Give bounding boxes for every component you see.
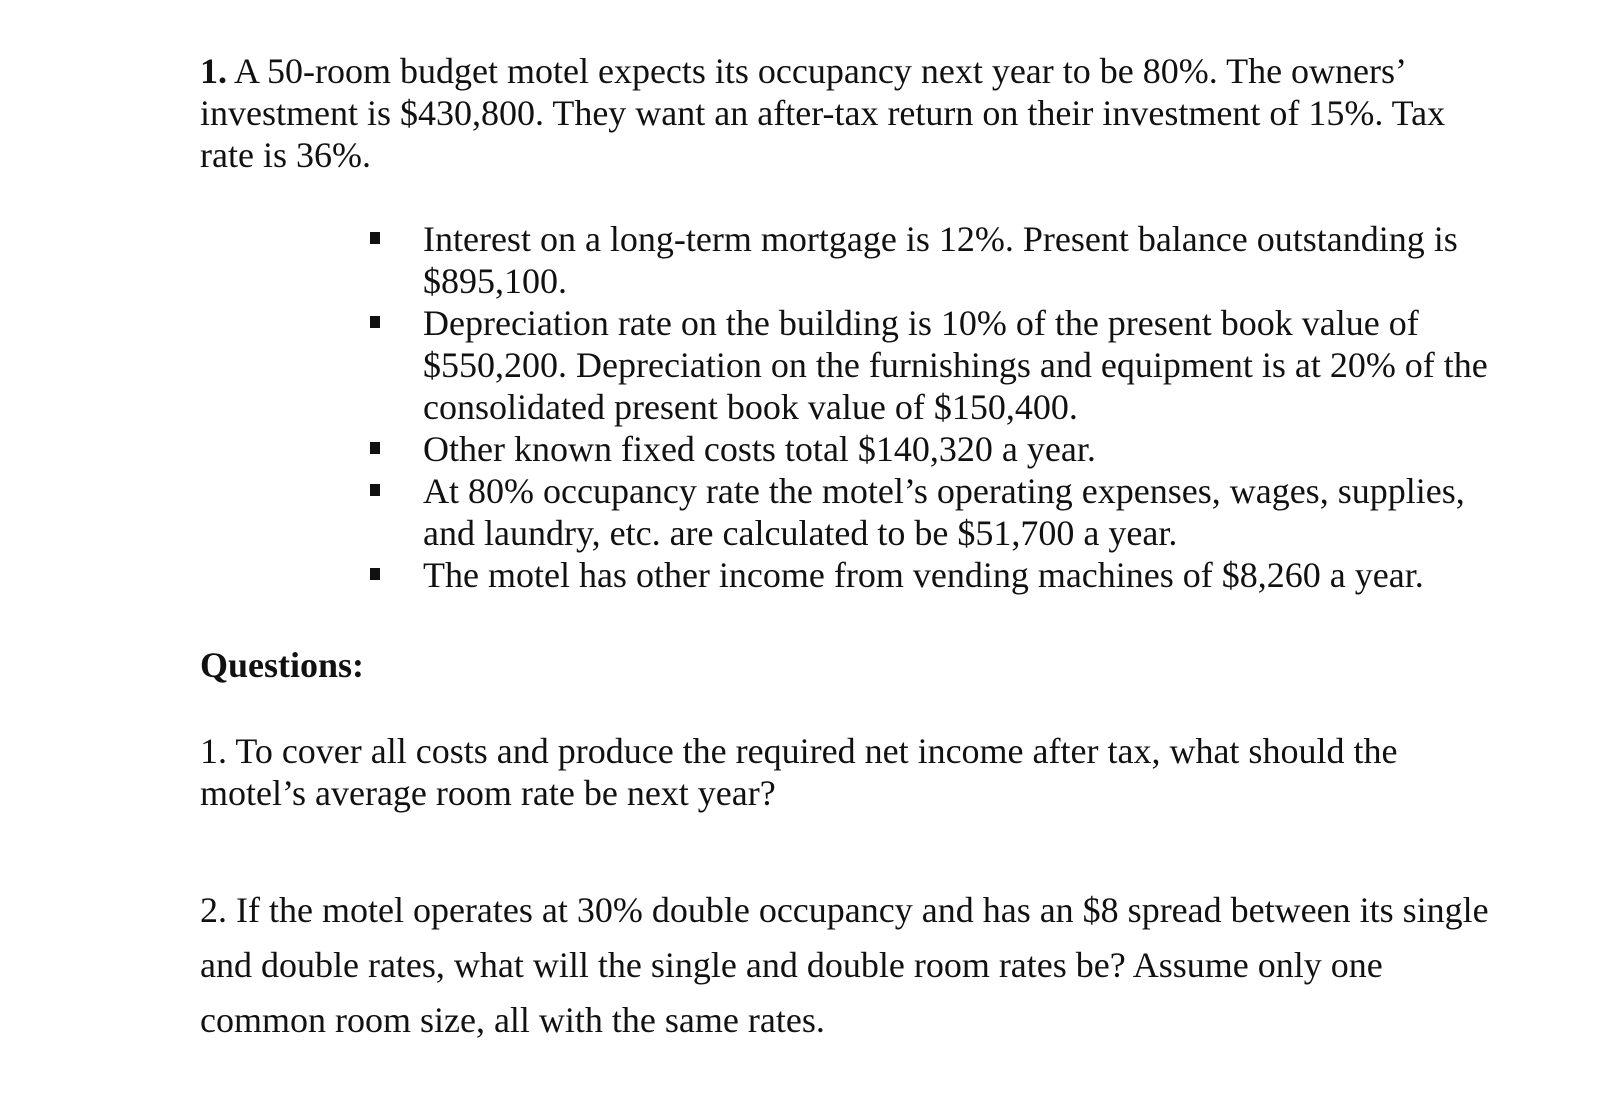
list-item-text: Depreciation rate on the building is 10% of the present book value of $550,200. Depreciation on the furnishings and equipment is at 20% of the consolidated present book value of $150,400. bbox=[423, 303, 1488, 427]
list-item bbox=[370, 428, 1490, 470]
list-item bbox=[370, 302, 1490, 428]
problem-number: 1. bbox=[200, 51, 227, 91]
square-bullet-icon bbox=[370, 568, 380, 580]
list-item-text: Interest on a long-term mortgage is 12%. Present balance outstanding is $895,100. bbox=[423, 219, 1458, 301]
problem-intro-text: A 50-room budget motel expects its occupancy next year to be 80%. The owners’ investment is $430,800. They want an after-tax return on their investment of 15%. Tax rate is 36%. bbox=[200, 51, 1446, 175]
given-facts-list bbox=[370, 218, 1490, 596]
square-bullet-icon bbox=[370, 442, 380, 454]
square-bullet-icon bbox=[370, 484, 380, 496]
problem-intro bbox=[200, 50, 1490, 176]
square-bullet-icon bbox=[370, 232, 380, 244]
list-item bbox=[370, 218, 1490, 302]
list-item bbox=[370, 470, 1490, 554]
question-1: 1. To cover all costs and produce the required net income after tax, what should the motel’s average room rate be next year? bbox=[200, 731, 1398, 813]
square-bullet-icon bbox=[370, 316, 380, 328]
list-item-text: The motel has other income from vending machines of $8,260 a year. bbox=[423, 555, 1424, 595]
list-item-text: At 80% occupancy rate the motel’s operating expenses, wages, supplies, and laundry, etc. are calculated to be $51,700 a year. bbox=[423, 471, 1465, 553]
list-item-text: Other known fixed costs total $140,320 a year. bbox=[423, 429, 1096, 469]
questions-heading: Questions: bbox=[200, 645, 365, 685]
list-item bbox=[370, 554, 1490, 596]
question-2: 2. If the motel operates at 30% double occupancy and has an $8 spread between its single and double rates, what will the single and double room rates be? Assume only one common room size, all with the same rates. bbox=[200, 890, 1489, 1040]
